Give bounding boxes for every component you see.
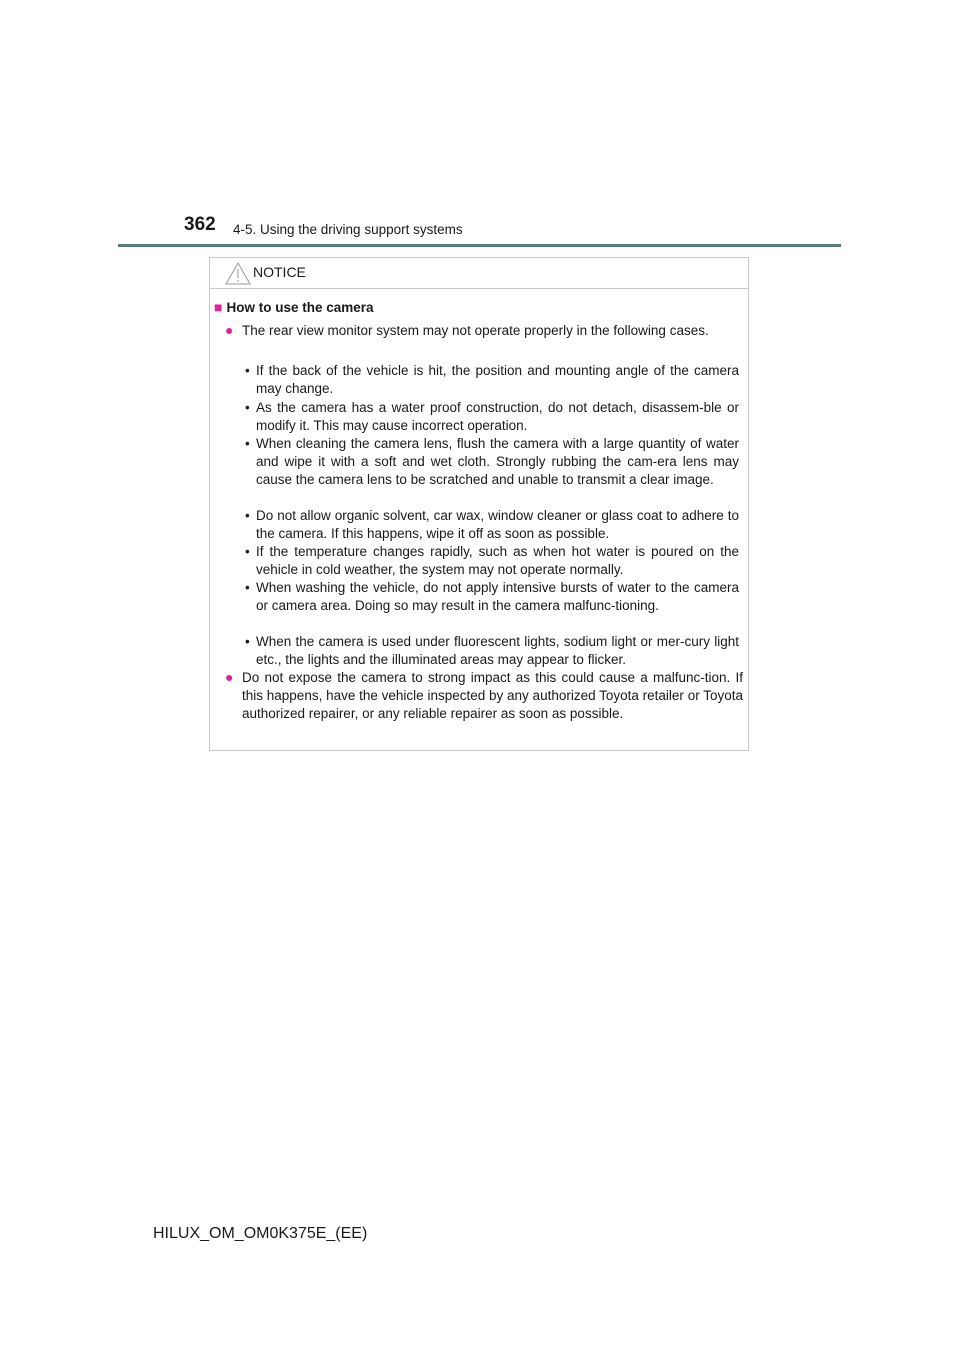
page-number: 362 (184, 214, 216, 235)
dot-bullet-icon: • (245, 400, 250, 415)
section-title: 4-5. Using the driving support systems (233, 222, 463, 237)
square-bullet-icon: ■ (214, 299, 223, 315)
dot-bullet-icon: • (245, 544, 250, 559)
dot-bullet-icon: • (245, 580, 250, 595)
dot-bullet-icon: • (245, 508, 250, 523)
notice-label: NOTICE (253, 264, 306, 280)
sub-list-item: Do not allow organic solvent, car wax, window cleaner or glass coat to adhere to the camera. If this happens, wipe it off as soon as possible. (256, 508, 739, 541)
notice-header (210, 258, 748, 289)
sub-list-item: When cleaning the camera lens, flush the camera with a large quantity of water and wipe it with a soft and wet cloth. Strongly rubbing the cam-era lens may cause the camera lens to be scratched and unable to transmit a clear image. (256, 436, 739, 487)
list-item: The rear view monitor system may not operate properly in the following cases. (242, 323, 709, 338)
footer-doc-id: HILUX_OM_OM0K375E_(EE) (153, 1225, 368, 1242)
notice-box (209, 257, 749, 751)
dot-bullet-icon: • (245, 436, 250, 451)
subheading-text: How to use the camera (226, 300, 374, 315)
header-rule (118, 244, 841, 247)
sub-list-item: If the temperature changes rapidly, such as when hot water is poured on the vehicle in cold weather, the system may not operate normally. (256, 544, 739, 577)
warning-triangle-icon (225, 262, 251, 285)
sub-list-item: As the camera has a water proof construction, do not detach, disassem-ble or modify it. This may cause incorrect operation. (256, 400, 739, 433)
list-item: Do not expose the camera to strong impact as this could cause a malfunc-tion. If this happens, have the vehicle inspected by any authorized Toyota retailer or Toyota authorized repairer, or any reliable repairer as soon as possible. (242, 670, 743, 721)
dot-bullet-icon: • (245, 634, 250, 649)
dot-bullet-icon: • (245, 363, 250, 378)
subheading (214, 299, 374, 317)
sub-list-item: When the camera is used under fluorescent lights, sodium light or mer-cury light etc., the lights and the illuminated areas may appear to flicker. (256, 634, 739, 667)
sub-list-item: If the back of the vehicle is hit, the position and mounting angle of the camera may change. (256, 363, 739, 396)
circle-bullet-icon: ● (225, 322, 234, 338)
sub-list-item: When washing the vehicle, do not apply intensive bursts of water to the camera or camera area. Doing so may result in the camera malfunc-tioning. (256, 580, 739, 613)
circle-bullet-icon: ● (225, 669, 234, 685)
